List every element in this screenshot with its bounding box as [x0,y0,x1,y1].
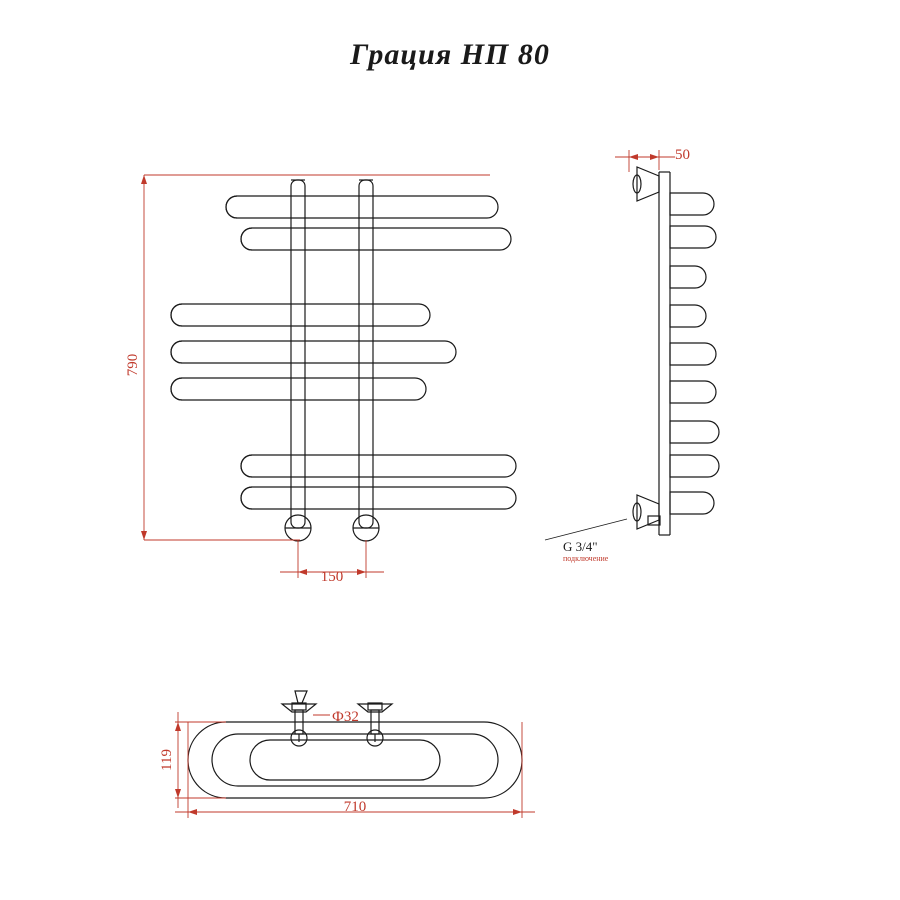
side-view [633,167,719,535]
bar-6 [241,455,516,477]
dim-height-790: 790 [125,353,141,377]
front-view [171,180,516,541]
bar-4 [171,341,456,363]
page-title: Грация НП 80 [350,38,550,71]
bar-2 [241,228,511,250]
front-view-dimensions [141,175,490,578]
side-view-dimensions [615,150,675,172]
top-bracket-left [282,691,316,746]
dim-tube-diameter: Ф32 [332,709,359,725]
label-connection-sub: подключение [563,554,609,563]
label-connection-thread: G 3/4" [563,539,598,554]
bar-5 [171,378,426,400]
bar-3 [171,304,430,326]
side-bars [670,193,719,514]
dim-depth-119: 119 [159,749,175,771]
top-view [188,691,522,798]
dim-width-710: 710 [343,799,367,815]
dim-depth-50: 50 [675,147,690,163]
connection-leader [545,519,627,540]
mount-flange-left [285,515,311,541]
mount-flange-right [353,515,379,541]
dim-mount-spacing-150: 150 [320,569,344,585]
bar-1 [226,196,498,218]
bar-7 [241,487,516,509]
